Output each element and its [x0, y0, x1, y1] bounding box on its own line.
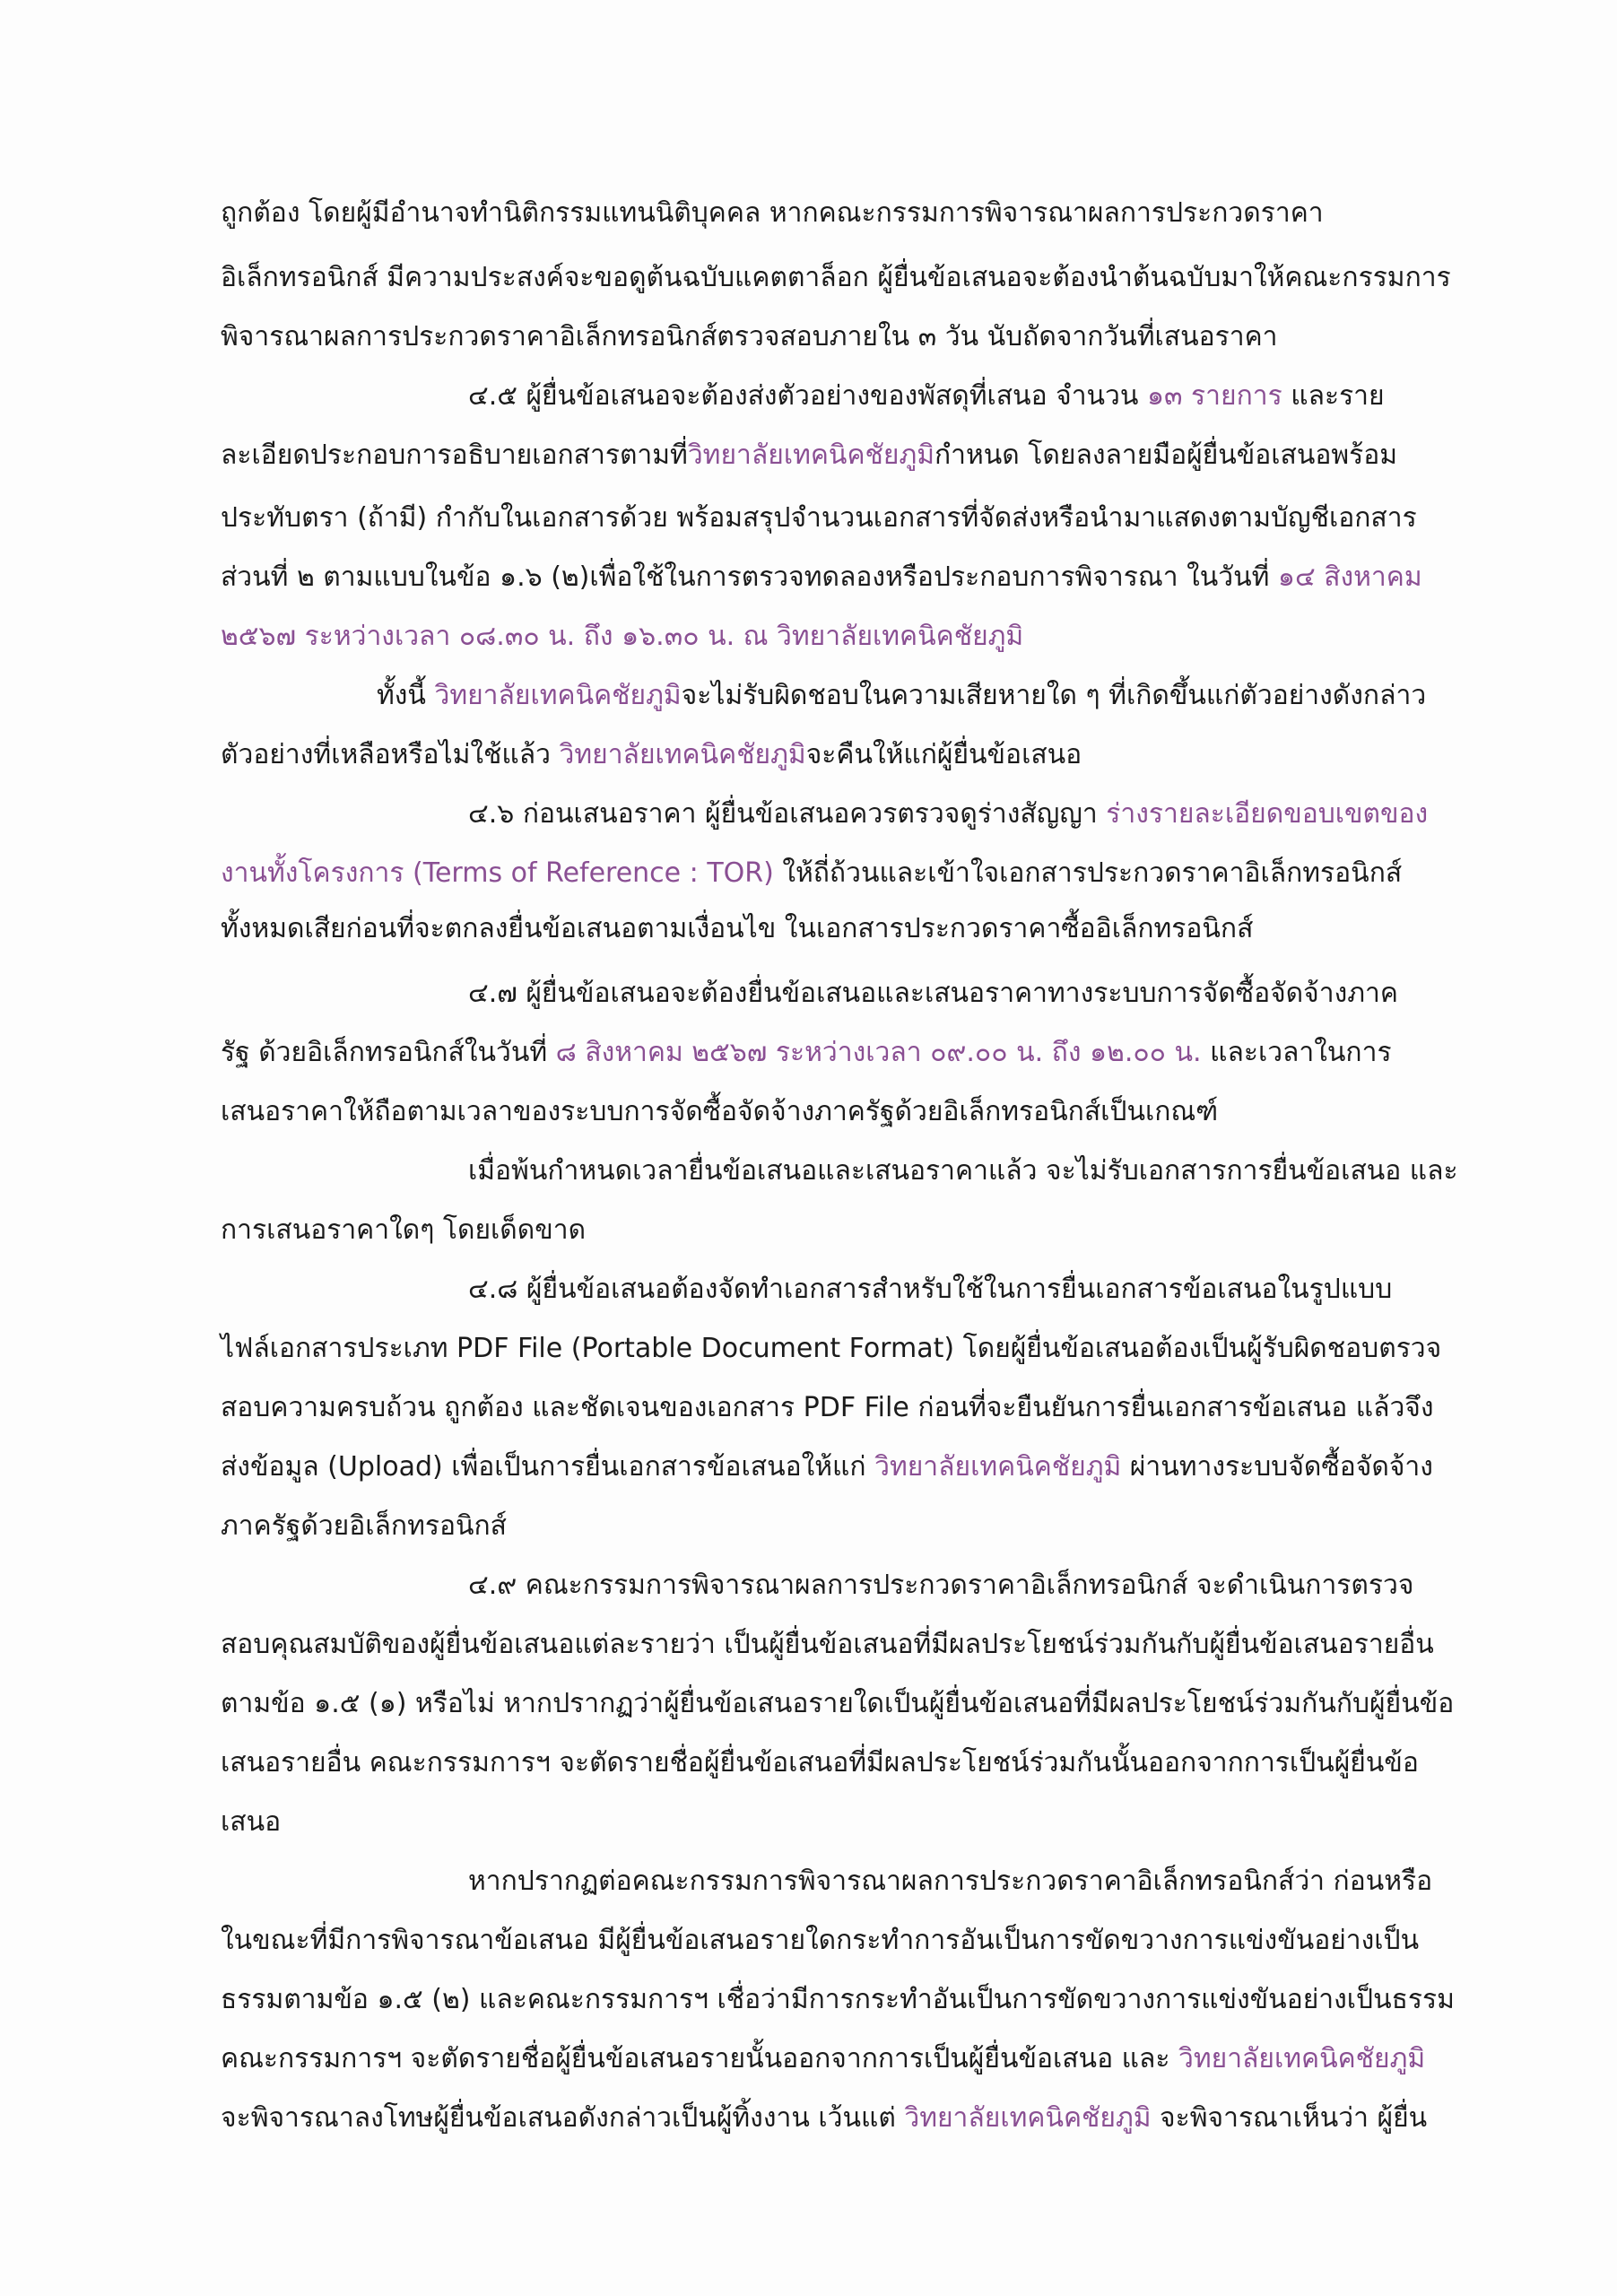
body-text: ตามข้อ ๑.๕ (๑) หรือไม่ หากปรากฏว่าผู้ยื่นข้อเสนอรายใดเป็นผู้ยื่นข้อเสนอที่มีผลประโยชน์ร่วมกันกับผู้ยื่นข้อ [221, 1688, 1455, 1719]
body-text: ให้ถี่ถ้วนและเข้าใจเอกสารประกวดราคาอิเล็กทรอนิกส์ [773, 857, 1403, 889]
body-text: ทั้งนี้ [377, 680, 435, 711]
body-text: อิเล็กทรอนิกส์ มีความประสงค์จะขอดูต้นฉบับแคตตาล็อก ผู้ยื่นข้อเสนอจะต้องนำต้นฉบับมาให้คณะกรรมการ [221, 262, 1451, 293]
text-line [221, 2039, 1425, 2079]
body-text: ธรรมตามข้อ ๑.๕ (๒) และคณะกรรมการฯ เชื่อว่ามีการกระทำอันเป็นการขัดขวางการแข่งขันอย่างเป็นธรรม [221, 1984, 1455, 2015]
body-text: กำหนด โดยลงลายมือผู้ยื่นข้อเสนอพร้อม [935, 439, 1398, 471]
body-text: ประทับตรา (ถ้ามี) กำกับในเอกสารด้วย พร้อมสรุปจำนวนเอกสารที่จัดส่งหรือนำมาแสดงตามบัญชีเอกสาร [221, 502, 1417, 534]
body-text: การเสนอราคาใดๆ โดยเด็ดขาด [221, 1214, 587, 1246]
body-text: ผ่านทางระบบจัดซื้อจัดจ้าง [1121, 1451, 1433, 1483]
text-line [221, 1625, 1434, 1665]
body-text: รัฐ ด้วยอิเล็กทรอนิกส์ในวันที่ [221, 1037, 556, 1068]
body-text: ทั้งหมดเสียก่อนที่จะตกลงยื่นข้อเสนอตามเงื่อนไข ในเอกสารประกวดราคาซื้ออิเล็กทรอนิกส์ [221, 913, 1254, 944]
highlighted-text: ๘ สิงหาคม ๒๕๖๗ ระหว่างเวลา ๐๙.๐๐ น. ถึง ๑๒.๐๐ น. [555, 1037, 1202, 1068]
body-text: ๔.๘ ผู้ยื่นข้อเสนอต้องจัดทำเอกสารสำหรับใช้ในการยื่นเอกสารข้อเสนอในรูปแบบ [468, 1274, 1393, 1305]
text-line [221, 194, 1324, 233]
highlighted-text: วิทยาลัยเทคนิคชัยภูมิ [1178, 2043, 1426, 2074]
text-line [221, 1033, 1392, 1073]
body-text: ๔.๙ คณะกรรมการพิจารณาผลการประกวดราคาอิเล็กทรอนิกส์ จะดำเนินการตรวจ [468, 1570, 1414, 1601]
body-text: ละเอียดประกอบการอธิบายเอกสารตามที่ [221, 439, 688, 471]
text-line [468, 974, 1398, 1013]
body-text: จะพิจารณาลงโทษผู้ยื่นข้อเสนอดังกล่าวเป็นผู้ทิ้งงาน เว้นแต่ [221, 2102, 905, 2134]
text-line [221, 1507, 507, 1546]
text-line [221, 735, 1082, 775]
body-text: พิจารณาผลการประกวดราคาอิเล็กทรอนิกส์ตรวจสอบภายใน ๓ วัน นับถัดจากวันที่เสนอราคา [221, 321, 1278, 352]
text-line [221, 854, 1402, 893]
body-text: เสนอ [221, 1806, 282, 1838]
body-text: จะไม่รับผิดชอบในความเสียหายใด ๆ ที่เกิดขึ้นแก่ตัวอย่างดังกล่าว [681, 680, 1427, 711]
body-text: ตัวอย่างที่เหลือหรือไม่ใช้แล้ว [221, 739, 560, 770]
text-line [221, 436, 1397, 475]
body-text: ๔.๗ ผู้ยื่นข้อเสนอจะต้องยื่นข้อเสนอและเสนอราคาทางระบบการจัดซื้อจัดจ้างภาค [468, 978, 1398, 1009]
body-text: และเวลาในการ [1201, 1037, 1392, 1068]
text-line [377, 676, 1426, 716]
text-line [221, 1921, 1419, 1961]
text-line [221, 317, 1278, 357]
text-line [221, 1092, 1218, 1132]
text-line [221, 1329, 1441, 1369]
body-text: เมื่อพ้นกำหนดเวลายื่นข้อเสนอและเสนอราคาแล้ว จะไม่รับเอกสารการยื่นข้อเสนอ และ [468, 1155, 1458, 1187]
text-line [221, 558, 1422, 597]
body-text: ๔.๕ ผู้ยื่นข้อเสนอจะต้องส่งตัวอย่างของพัสดุที่เสนอ จำนวน [468, 380, 1147, 412]
body-text: ในขณะที่มีการพิจารณาข้อเสนอ มีผู้ยื่นข้อเสนอรายใดกระทำการอันเป็นการขัดขวางการแข่งขันอย่างเป็น [221, 1925, 1420, 1956]
highlighted-text: ๒๕๖๗ ระหว่างเวลา ๐๘.๓๐ น. ถึง ๑๖.๓๐ น. ณ วิทยาลัยเทคนิคชัยภูมิ [221, 621, 1024, 652]
highlighted-text: วิทยาลัยเทคนิคชัยภูมิ [904, 2102, 1152, 2134]
text-line [221, 617, 1023, 657]
text-line [221, 1980, 1455, 2020]
highlighted-text: วิทยาลัยเทคนิคชัยภูมิ [559, 739, 806, 770]
text-line [468, 377, 1385, 416]
body-text: คณะกรรมการฯ จะตัดรายชื่อผู้ยื่นข้อเสนอรายนั้นออกจากการเป็นผู้ยื่นข้อเสนอ และ [221, 2043, 1178, 2074]
text-line [221, 2099, 1427, 2138]
highlighted-text: วิทยาลัยเทคนิคชัยภูมิ [434, 680, 682, 711]
body-text: สอบความครบถ้วน ถูกต้อง และชัดเจนของเอกสาร PDF File ก่อนที่จะยืนยันการยื่นเอกสารข้อเสนอ แล้วจึง [221, 1392, 1434, 1423]
text-line [221, 1803, 281, 1842]
text-line [221, 909, 1253, 949]
body-text: ส่งข้อมูล (Upload) เพื่อเป็นการยื่นเอกสารข้อเสนอให้แก่ [221, 1451, 875, 1483]
body-text: ส่วนที่ ๒ ตามแบบในข้อ ๑.๖ (๒)เพื่อใช้ในการตรวจทดลองหรือประกอบการพิจารณา ในวันที่ [221, 561, 1278, 593]
body-text: ไฟล์เอกสารประเภท PDF File (Portable Document Format) โดยผู้ยื่นข้อเสนอต้องเป็นผู้รับผิดชอบตรวจ [221, 1333, 1442, 1364]
text-line [468, 1152, 1458, 1191]
body-text: สอบคุณสมบัติของผู้ยื่นข้อเสนอแต่ละรายว่า เป็นผู้ยื่นข้อเสนอที่มีผลประโยชน์ร่วมกันกับผู้ยื่นข้อเสนอรายอื่น [221, 1629, 1434, 1660]
highlighted-text: วิทยาลัยเทคนิคชัยภูมิ [687, 439, 935, 471]
text-line [468, 795, 1428, 834]
body-text: และราย [1282, 380, 1385, 412]
text-line [221, 1388, 1434, 1428]
body-text: จะพิจารณาเห็นว่า ผู้ยื่น [1151, 2102, 1428, 2134]
text-line [468, 1270, 1392, 1309]
body-text: เสนอรายอื่น คณะกรรมการฯ จะตัดรายชื่อผู้ยื่นข้อเสนอที่มีผลประโยชน์ร่วมกันนั้นออกจากการเป็นผู้ยื่นข้อ [221, 1747, 1419, 1779]
text-line [221, 258, 1451, 298]
highlighted-text: ๑๔ สิงหาคม [1277, 561, 1422, 593]
body-text: จะคืนให้แก่ผู้ยื่นข้อเสนอ [805, 739, 1082, 770]
text-line [221, 1211, 586, 1250]
highlighted-text: ๑๓ รายการ [1146, 380, 1282, 412]
body-text: หากปรากฏต่อคณะกรรมการพิจารณาผลการประกวดราคาอิเล็กทรอนิกส์ว่า ก่อนหรือ [468, 1866, 1433, 1897]
text-line [221, 1684, 1454, 1724]
text-line [468, 1566, 1413, 1605]
text-line [221, 499, 1417, 538]
body-text: ๔.๖ ก่อนเสนอราคา ผู้ยื่นข้อเสนอควรตรวจดูร่างสัญญา [468, 798, 1107, 830]
highlighted-text: งานทั้งโครงการ (Terms of Reference : TOR) [221, 857, 774, 889]
body-text: เสนอราคาให้ถือตามเวลาของระบบการจัดซื้อจัดจ้างภาครัฐด้วยอิเล็กทรอนิกส์เป็นเกณฑ์ [221, 1096, 1219, 1127]
text-line [468, 1862, 1432, 1901]
highlighted-text: วิทยาลัยเทคนิคชัยภูมิ [874, 1451, 1122, 1483]
highlighted-text: ร่างรายละเอียดขอบเขตของ [1106, 798, 1429, 830]
body-text: ภาครัฐด้วยอิเล็กทรอนิกส์ [221, 1510, 507, 1542]
body-text: ถูกต้อง โดยผู้มีอำนาจทำนิติกรรมแทนนิติบุคคล หากคณะกรรมการพิจารณาผลการประกวดราคา [221, 197, 1324, 229]
text-line [221, 1448, 1433, 1487]
text-line [221, 1744, 1419, 1783]
